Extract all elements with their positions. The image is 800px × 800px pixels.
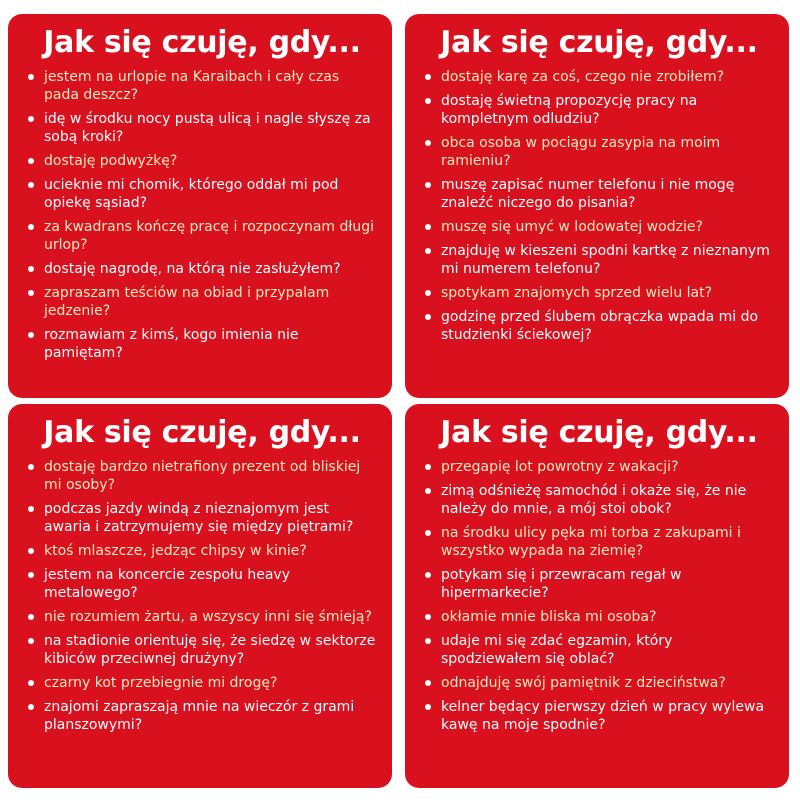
- question-item: [26, 632, 378, 668]
- question-text: czarny kot przebiegnie mi drogę?: [44, 675, 278, 691]
- question-item: [26, 608, 378, 626]
- question-text: dostaję nagrodę, na którą nie zasłużyłem?: [44, 261, 341, 277]
- question-item: [26, 176, 378, 212]
- bullet-icon: [425, 680, 431, 686]
- bullet-icon: [425, 224, 431, 230]
- question-item: [26, 284, 378, 320]
- question-text: kelner będący pierwszy dzień w pracy wylewa kawę na moje spodnie?: [441, 699, 765, 733]
- bullet-icon: [28, 572, 34, 578]
- bullet-icon: [28, 506, 34, 512]
- question-item: [423, 524, 775, 560]
- bullet-icon: [28, 680, 34, 686]
- question-item: [26, 260, 378, 278]
- question-list: [26, 68, 378, 362]
- question-text: obca osoba w pociągu zasypia na moim ramieniu?: [441, 135, 721, 169]
- question-text: za kwadrans kończę pracę i rozpoczynam długi urlop?: [44, 219, 375, 253]
- question-text: dostaję bardzo nietrafiony prezent od bliskiej mi osoby?: [44, 459, 361, 493]
- bullet-icon: [425, 140, 431, 146]
- question-text: muszę zapisać numer telefonu i nie mogę znaleźć niczego do pisania?: [441, 177, 735, 211]
- question-text: ucieknie mi chomik, którego oddał mi pod opiekę sąsiad?: [44, 177, 339, 211]
- question-item: [423, 242, 775, 278]
- question-item: [423, 674, 775, 692]
- question-item: [423, 608, 775, 626]
- card-title: Jak się czuję, gdy...: [43, 415, 361, 450]
- bullet-icon: [28, 116, 34, 122]
- question-item: [26, 674, 378, 692]
- question-item: [26, 218, 378, 254]
- bullet-icon: [425, 464, 431, 470]
- question-text: udaje mi się zdać egzamin, który spodziewałem się oblać?: [441, 633, 673, 667]
- question-item: [423, 458, 775, 476]
- bullet-icon: [425, 182, 431, 188]
- question-text: nie rozumiem żartu, a wszyscy inni się śmieją?: [44, 609, 372, 625]
- card-title: Jak się czuję, gdy...: [440, 25, 758, 60]
- bullet-icon: [425, 98, 431, 104]
- question-item: [423, 698, 775, 734]
- question-item: [423, 566, 775, 602]
- bullet-icon: [28, 548, 34, 554]
- question-text: znajomi zapraszają mnie na wieczór z grami planszowymi?: [44, 699, 355, 733]
- bullet-icon: [425, 704, 431, 710]
- question-card: [405, 404, 789, 788]
- question-text: na stadionie orientuję się, że siedzę w sektorze kibiców przeciwnej drużyny?: [44, 633, 376, 667]
- bullet-icon: [28, 464, 34, 470]
- question-item: [423, 92, 775, 128]
- question-item: [26, 458, 378, 494]
- question-item: [423, 482, 775, 518]
- bullet-icon: [425, 248, 431, 254]
- question-item: [423, 284, 775, 302]
- question-text: dostaję świetną propozycję pracy na kompletnym odludziu?: [441, 93, 698, 127]
- question-item: [26, 110, 378, 146]
- question-text: na środku ulicy pęka mi torba z zakupami i wszystko wypada na ziemię?: [441, 525, 741, 559]
- question-item: [26, 152, 378, 170]
- question-text: jestem na urlopie na Karaibach i cały czas pada deszcz?: [44, 69, 340, 103]
- question-text: zapraszam teściów na obiad i przypalam jedzenie?: [44, 285, 330, 319]
- question-item: [423, 176, 775, 212]
- question-text: znajduję w kieszeni spodni kartkę z nieznanym mi numerem telefonu?: [441, 243, 770, 277]
- question-text: rozmawiam z kimś, kogo imienia nie pamiętam?: [44, 327, 299, 361]
- bullet-icon: [28, 74, 34, 80]
- question-item: [26, 698, 378, 734]
- question-text: odnajduję swój pamiętnik z dzieciństwa?: [441, 675, 726, 691]
- question-text: przegapię lot powrotny z wakacji?: [441, 459, 679, 475]
- bullet-icon: [28, 224, 34, 230]
- question-item: [423, 632, 775, 668]
- question-card: [8, 14, 392, 398]
- question-text: ktoś mlaszcze, jedząc chipsy w kinie?: [44, 543, 307, 559]
- question-item: [26, 500, 378, 536]
- bullet-icon: [28, 638, 34, 644]
- question-list: [423, 458, 775, 734]
- question-text: zimą odśnieżę samochód i okaże się, że nie należy do mnie, a mój stoi obok?: [441, 483, 747, 517]
- bullet-icon: [28, 704, 34, 710]
- question-item: [423, 218, 775, 236]
- question-text: muszę się umyć w lodowatej wodzie?: [441, 219, 703, 235]
- bullet-icon: [425, 488, 431, 494]
- bullet-icon: [28, 614, 34, 620]
- card-title: Jak się czuję, gdy...: [43, 25, 361, 60]
- bullet-icon: [425, 290, 431, 296]
- question-card: [405, 14, 789, 398]
- question-item: [423, 68, 775, 86]
- question-list: [26, 458, 378, 734]
- bullet-icon: [425, 74, 431, 80]
- bullet-icon: [28, 182, 34, 188]
- question-text: podczas jazdy windą z nieznajomym jest awaria i zatrzymujemy się między piętrami?: [44, 501, 354, 535]
- bullet-icon: [28, 266, 34, 272]
- card-title: Jak się czuję, gdy...: [440, 415, 758, 450]
- question-text: dostaję karę za coś, czego nie zrobiłem?: [441, 69, 725, 85]
- question-text: idę w środku nocy pustą ulicą i nagle słyszę za sobą kroki?: [44, 111, 371, 145]
- bullet-icon: [425, 572, 431, 578]
- question-item: [26, 566, 378, 602]
- question-item: [26, 542, 378, 560]
- question-item: [26, 326, 378, 362]
- question-text: godzinę przed ślubem obrączka wpada mi do studzienki ściekowej?: [441, 309, 759, 343]
- question-item: [423, 308, 775, 344]
- question-text: jestem na koncercie zespołu heavy metalowego?: [44, 567, 290, 601]
- bullet-icon: [425, 530, 431, 536]
- bullet-icon: [425, 614, 431, 620]
- question-text: spotykam znajomych sprzed wielu lat?: [441, 285, 713, 301]
- question-item: [26, 68, 378, 104]
- question-item: [423, 134, 775, 170]
- bullet-icon: [425, 314, 431, 320]
- question-list: [423, 68, 775, 344]
- question-card: [8, 404, 392, 788]
- question-text: okłamie mnie bliska mi osoba?: [441, 609, 657, 625]
- question-text: potykam się i przewracam regał w hipermarkecie?: [441, 567, 682, 601]
- bullet-icon: [28, 290, 34, 296]
- question-text: dostaję podwyżkę?: [44, 153, 178, 169]
- bullet-icon: [28, 332, 34, 338]
- bullet-icon: [425, 638, 431, 644]
- bullet-icon: [28, 158, 34, 164]
